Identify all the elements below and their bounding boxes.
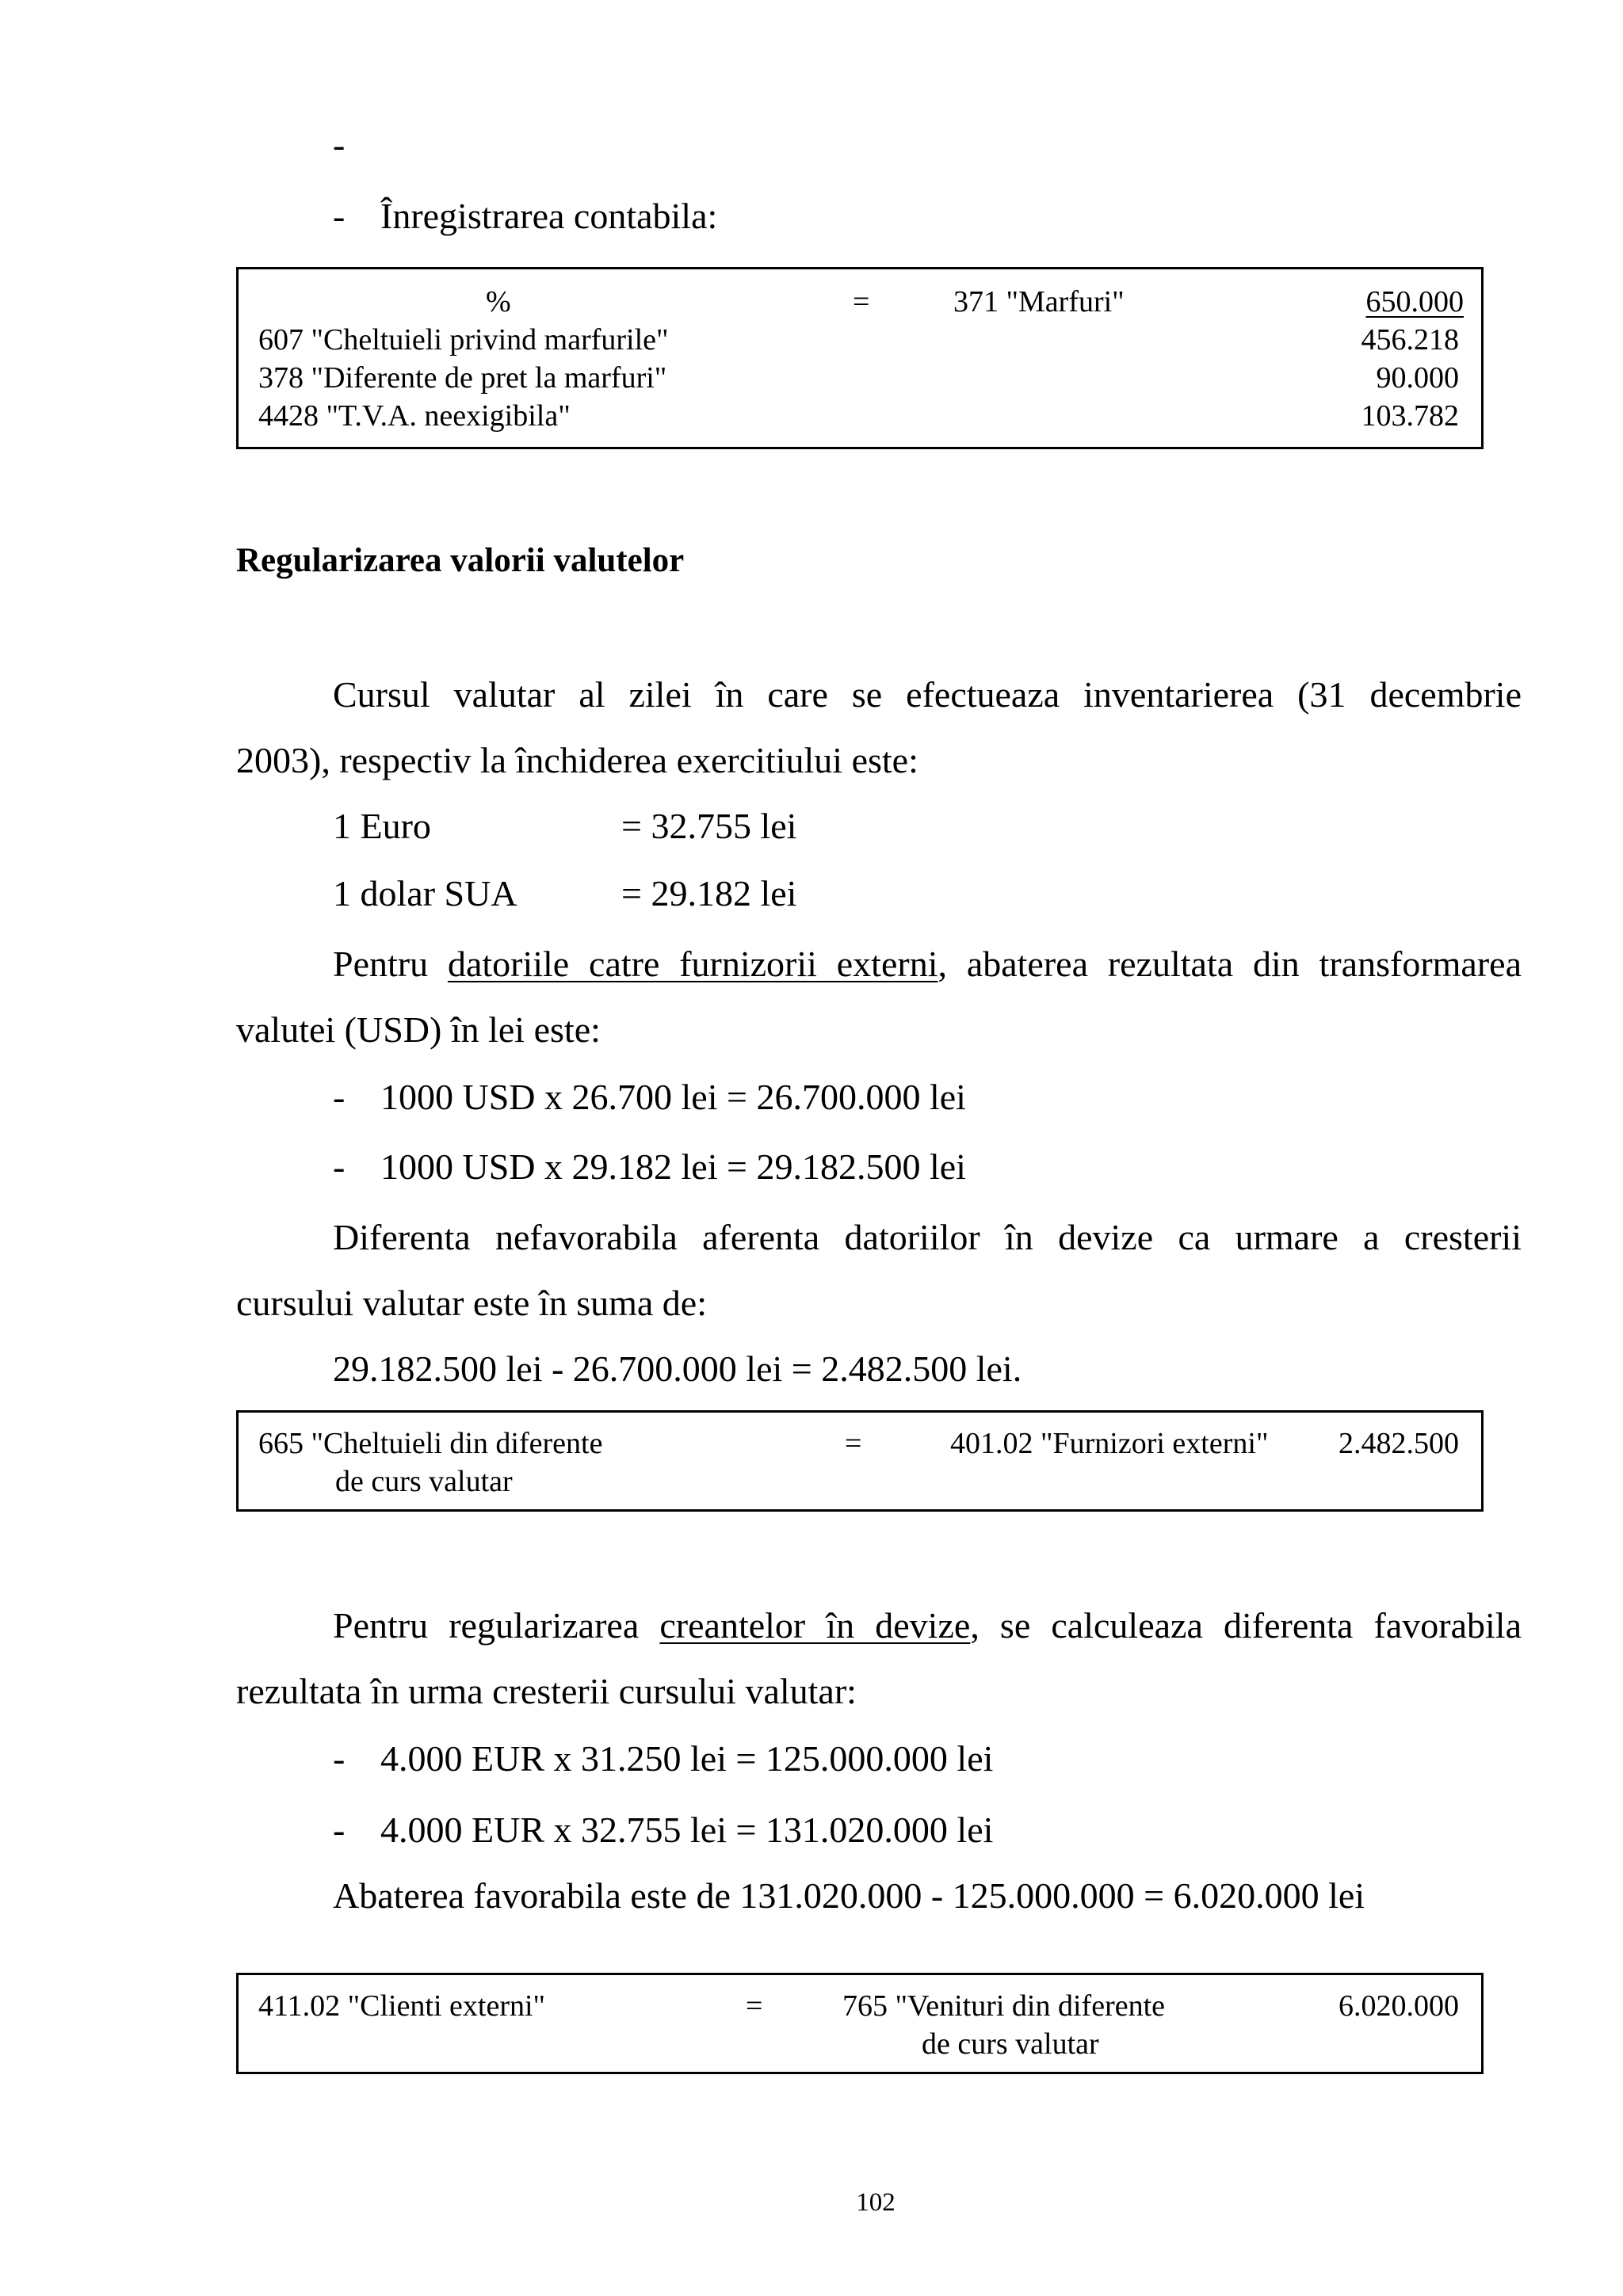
paragraph-line: valutei (USD) în lei este: — [236, 1009, 601, 1050]
rate-value: = 29.182 lei — [621, 873, 797, 913]
underlined-term: creantelor în devize — [659, 1605, 971, 1646]
underlined-term: datoriile catre furnizorii externi — [447, 944, 938, 984]
debit-account: 665 "Cheltuieli din diferente — [258, 1427, 603, 1460]
credit-account: 371 "Marfuri" — [953, 285, 1125, 318]
debit-amount: 103.782 — [1361, 399, 1459, 433]
page-number: 102 — [856, 2188, 896, 2217]
debit-amount: 90.000 — [1376, 361, 1459, 395]
rate-currency: 1 dolar SUA — [333, 873, 517, 913]
credit-account: 765 "Venituri din diferente — [842, 1989, 1166, 2023]
debit-account: 4428 "T.V.A. neexigibila" — [258, 399, 571, 433]
accounting-entry-box-3 — [236, 1973, 1484, 2074]
bullet-dash: - — [333, 124, 346, 165]
result-line: 29.182.500 lei - 26.700.000 lei = 2.482.500 lei. — [333, 1348, 1022, 1389]
credit-account: 401.02 "Furnizori externi" — [950, 1427, 1269, 1460]
debit-account-cont: de curs valutar — [335, 1465, 513, 1498]
paragraph-text: Pentru — [333, 944, 429, 984]
debit-header: % — [486, 285, 511, 318]
calculation-line: 4.000 EUR x 31.250 lei = 125.000.000 lei — [380, 1738, 994, 1779]
paragraph-line: Cursul valutar al zilei în care se efectueaza inventarierea (31 decembrie — [333, 674, 1522, 715]
credit-account-cont: de curs valutar — [922, 2027, 1099, 2061]
paragraph-line: rezultata în urma cresterii cursului valutar: — [236, 1671, 857, 1711]
debit-account: 411.02 "Clienti externi" — [258, 1989, 546, 2023]
entry-amount: 2.482.500 — [1338, 1427, 1459, 1460]
debit-account: 607 "Cheltuieli privind marfurile" — [258, 323, 669, 357]
result-line: Abaterea favorabila este de 131.020.000 - 125.000.000 = 6.020.000 lei — [333, 1875, 1365, 1916]
bullet-dash: - — [333, 1810, 346, 1850]
bullet-dash: - — [333, 1738, 346, 1779]
section-title: Regularizarea valorii valutelor — [236, 542, 685, 579]
debit-account: 378 "Diferente de pret la marfuri" — [258, 361, 667, 395]
calculation-line: 1000 USD x 26.700 lei = 26.700.000 lei — [380, 1077, 966, 1117]
paragraph-line: cursului valutar este în suma de: — [236, 1283, 708, 1323]
equals-sign: = — [746, 1989, 763, 2023]
paragraph-text: Pentru regularizarea — [333, 1605, 640, 1646]
rate-value: = 32.755 lei — [621, 806, 797, 846]
bullet-dash: - — [333, 196, 346, 236]
paragraph-line — [333, 943, 1522, 985]
paragraph-text: , abaterea rezultata din transformarea — [938, 944, 1522, 984]
paragraph-line: Diferenta nefavorabila aferenta datoriilor în devize ca urmare a cresterii — [333, 1217, 1522, 1257]
rate-currency: 1 Euro — [333, 806, 431, 846]
accounting-entry-box-1 — [236, 267, 1484, 449]
equals-sign: = — [845, 1427, 862, 1460]
paragraph-text: , se calculeaza diferenta favorabila — [970, 1605, 1522, 1646]
entry-amount: 6.020.000 — [1338, 1989, 1459, 2023]
entry-total: 650.000 — [1365, 285, 1464, 318]
equals-sign: = — [853, 285, 870, 318]
paragraph-line: 2003), respectiv la închiderea exercitiului este: — [236, 740, 918, 780]
entry-label: Înregistrarea contabila: — [380, 196, 718, 236]
paragraph-line — [333, 1604, 1522, 1646]
calculation-line: 4.000 EUR x 32.755 lei = 131.020.000 lei — [380, 1810, 994, 1850]
bullet-dash: - — [333, 1077, 346, 1117]
calculation-line: 1000 USD x 29.182 lei = 29.182.500 lei — [380, 1146, 966, 1187]
debit-amount: 456.218 — [1361, 323, 1459, 357]
accounting-entry-box-2 — [236, 1410, 1484, 1512]
bullet-dash: - — [333, 1146, 346, 1187]
